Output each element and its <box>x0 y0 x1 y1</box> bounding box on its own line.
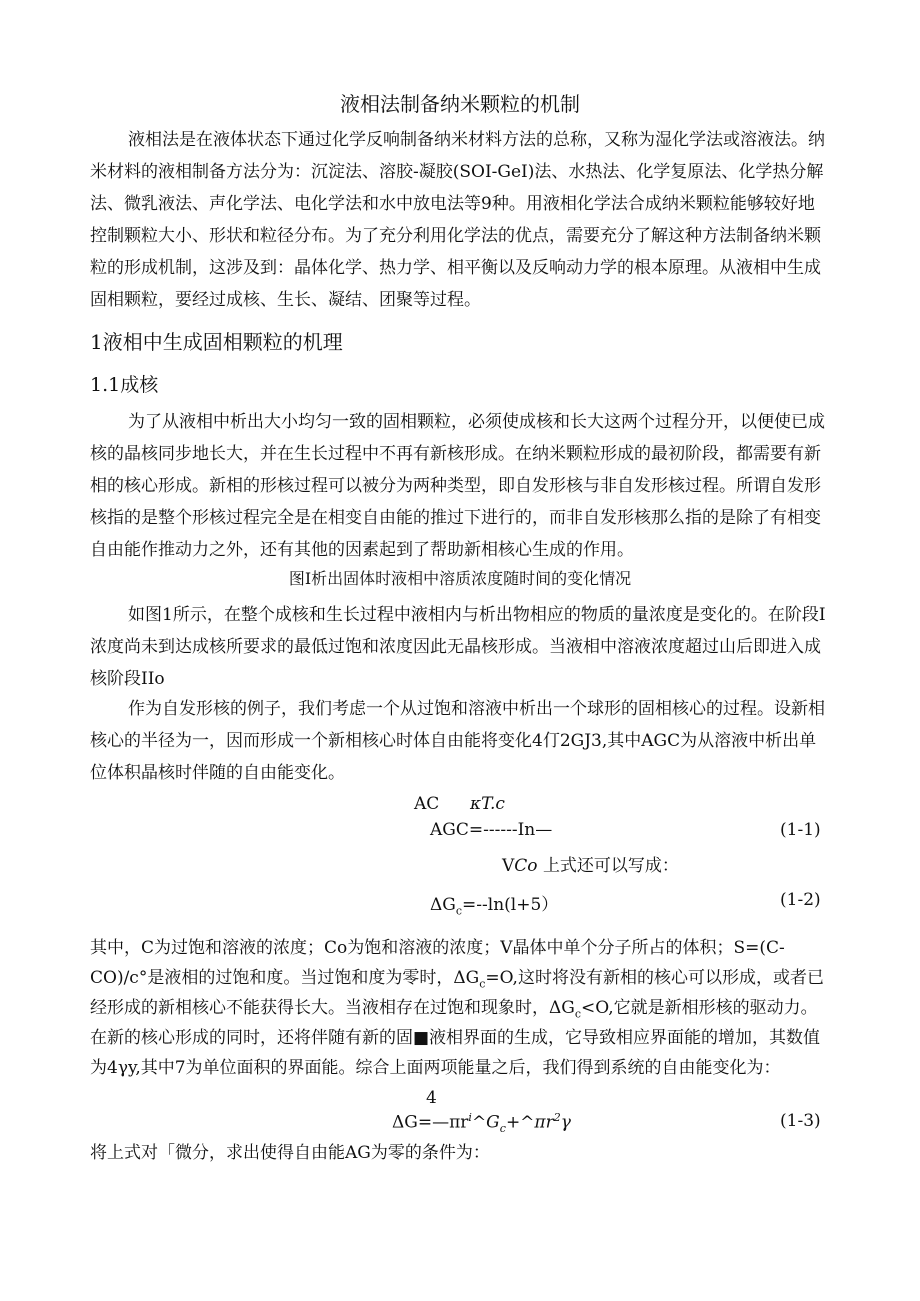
fig1-line: 如图1所示，在整个成核和生长过程中液相内与析出物相应的物质的量浓度是变化的。在阶段I <box>128 605 826 625</box>
intro-line: 法、微乳液法、声化学法、电化学法和水中放电法等9种。用液相化学法合成纳米颗粒能够较好地 <box>90 194 815 214</box>
eq2-main <box>430 890 558 917</box>
after-eq-sub: c <box>479 977 486 991</box>
after-eq-line: 在新的核心形成的同时，还将伴随有新的固■液相界面的生成，它导致相应界面能的增加，其数值 <box>90 1028 821 1048</box>
page-title: 液相法制备纳米颗粒的机制 <box>340 92 580 116</box>
after-eq-line-2-start: CO)∕c°是液相的过饱和度。当过饱和度为零时，ΔG <box>90 968 480 988</box>
after-eq-line: 其中，C为过饱和溶液的浓度；Co为饱和溶液的浓度；V晶体中单个分子所占的体积；S=(C- <box>90 938 785 958</box>
after-eq-line-3-rest: <O,它就是新相形核的驱动力。 <box>581 998 818 1018</box>
nucleation-line: 相的核心形成。新相的形核过程可以被分为两种类型，即自发形核与非自发形核过程。所谓自发形 <box>90 476 821 496</box>
eq1-below-text: 上式还可以写成： <box>542 856 679 876</box>
intro-line: 控制颗粒大小、形状和粒径分布。为了充分利用化学法的优点，需要充分了解这种方法制备纳米颗 <box>90 226 821 246</box>
after-eq-line <box>90 966 825 996</box>
example-line: 作为自发形核的例子，我们考虑一个从过饱和溶液中析出一个球形的固相核心的过程。设新相 <box>128 699 825 719</box>
eq2-number: (1-2) <box>780 890 821 910</box>
after-eq-line: 为4γy,其中7为单位面积的界面能。综合上面两项能量之后，我们得到系统的自由能变化为： <box>90 1058 781 1078</box>
eq1-number: (1-1) <box>780 820 821 840</box>
nucleation-line: 自由能作推动力之外，还有其他的因素起到了帮助新相核心生成的作用。 <box>90 540 634 560</box>
eq1-top-right: κT.c <box>470 794 505 814</box>
figure-caption: 图I析出固体时液相中溶质浓度随时间的变化情况 <box>288 569 632 588</box>
eq3-sup1: i <box>468 1111 472 1124</box>
nucleation-line: 核的晶核同步地长大，并在生长过程中不再有新核形成。在纳米颗粒形成的最初阶段，都需要有新 <box>90 444 821 464</box>
eq3-lhs: ΔG=—πr <box>392 1112 469 1133</box>
eq1-below-v: V <box>502 856 515 876</box>
eq1-below-co: Co <box>514 856 538 876</box>
after-eq-line-2-rest: =O,这时将没有新相的核心可以形成，或者已 <box>485 968 824 988</box>
section-heading: 1液相中生成固相颗粒的机理 <box>90 330 343 354</box>
eq3-tail: γ <box>560 1112 571 1133</box>
eq2-sub: c <box>455 904 463 918</box>
subsection-heading: 1.1成核 <box>90 374 159 396</box>
eq3-number: (1-3) <box>780 1111 821 1131</box>
nucleation-line: 核指的是整个形核过程完全是在相变自由能的推过下进行的，而非自发形核那么指的是除了有相变 <box>90 508 821 528</box>
eq3-main <box>392 1111 571 1135</box>
nucleation-line: 为了从液相中析出大小均匀一致的固相颗粒，必须使成核和长大这两个过程分开，以便使已成 <box>128 412 825 432</box>
example-line: 位体积晶核时伴随的自由能变化。 <box>90 763 345 783</box>
intro-line: 固相颗粒，要经过成核、生长、凝结、团聚等过程。 <box>90 290 481 310</box>
intro-line: 米材料的液相制备方法分为：沉淀法、溶胶-凝胶(SOI-GeI)法、水热法、化学复原法、化学热分解 <box>90 162 824 182</box>
eq3-frac-top: 4 <box>426 1088 437 1108</box>
after-eq-sub: c <box>574 1007 582 1021</box>
eq3-sub: c <box>499 1122 506 1136</box>
fig1-line: 浓度尚未到达成核所要求的最低过饱和浓度因此无晶核形成。当液相中溶液浓度超过山后即进入成 <box>90 637 821 657</box>
eq1-below <box>502 851 679 876</box>
example-line: 核心的半径为一，因而形成一个新相核心时体自由能将变化4仃2GJ3,其中AGC为从溶液中析出单 <box>90 731 817 751</box>
eq1-main: AGC=------In— <box>430 820 553 840</box>
eq3-mid: ^G <box>471 1112 500 1133</box>
intro-line: 液相法是在液体状态下通过化学反响制备纳米材料方法的总称，又称为湿化学法或溶液法。纳 <box>128 130 825 150</box>
final-line: 将上式对「微分，求出使得自由能AG为零的条件为： <box>90 1143 490 1163</box>
eq3-sup2: 2 <box>553 1111 561 1124</box>
intro-line: 粒的形成机制，这涉及到：晶体化学、热力学、相平衡以及反响动力学的根本原理。从液相中生成 <box>90 258 821 278</box>
eq2-rest: =--ln(l+5） <box>462 895 559 915</box>
eq3-rest: +^πr <box>505 1112 554 1133</box>
eq2-delta-g: ΔG <box>430 895 456 915</box>
after-eq-line-3-start: 经形成的新相核心不能获得长大。当液相存在过饱和现象时，ΔG <box>90 998 575 1018</box>
fig1-line: 核阶段IIo <box>90 669 165 689</box>
after-eq-line <box>90 996 825 1026</box>
eq1-top-left: AC <box>414 794 440 814</box>
